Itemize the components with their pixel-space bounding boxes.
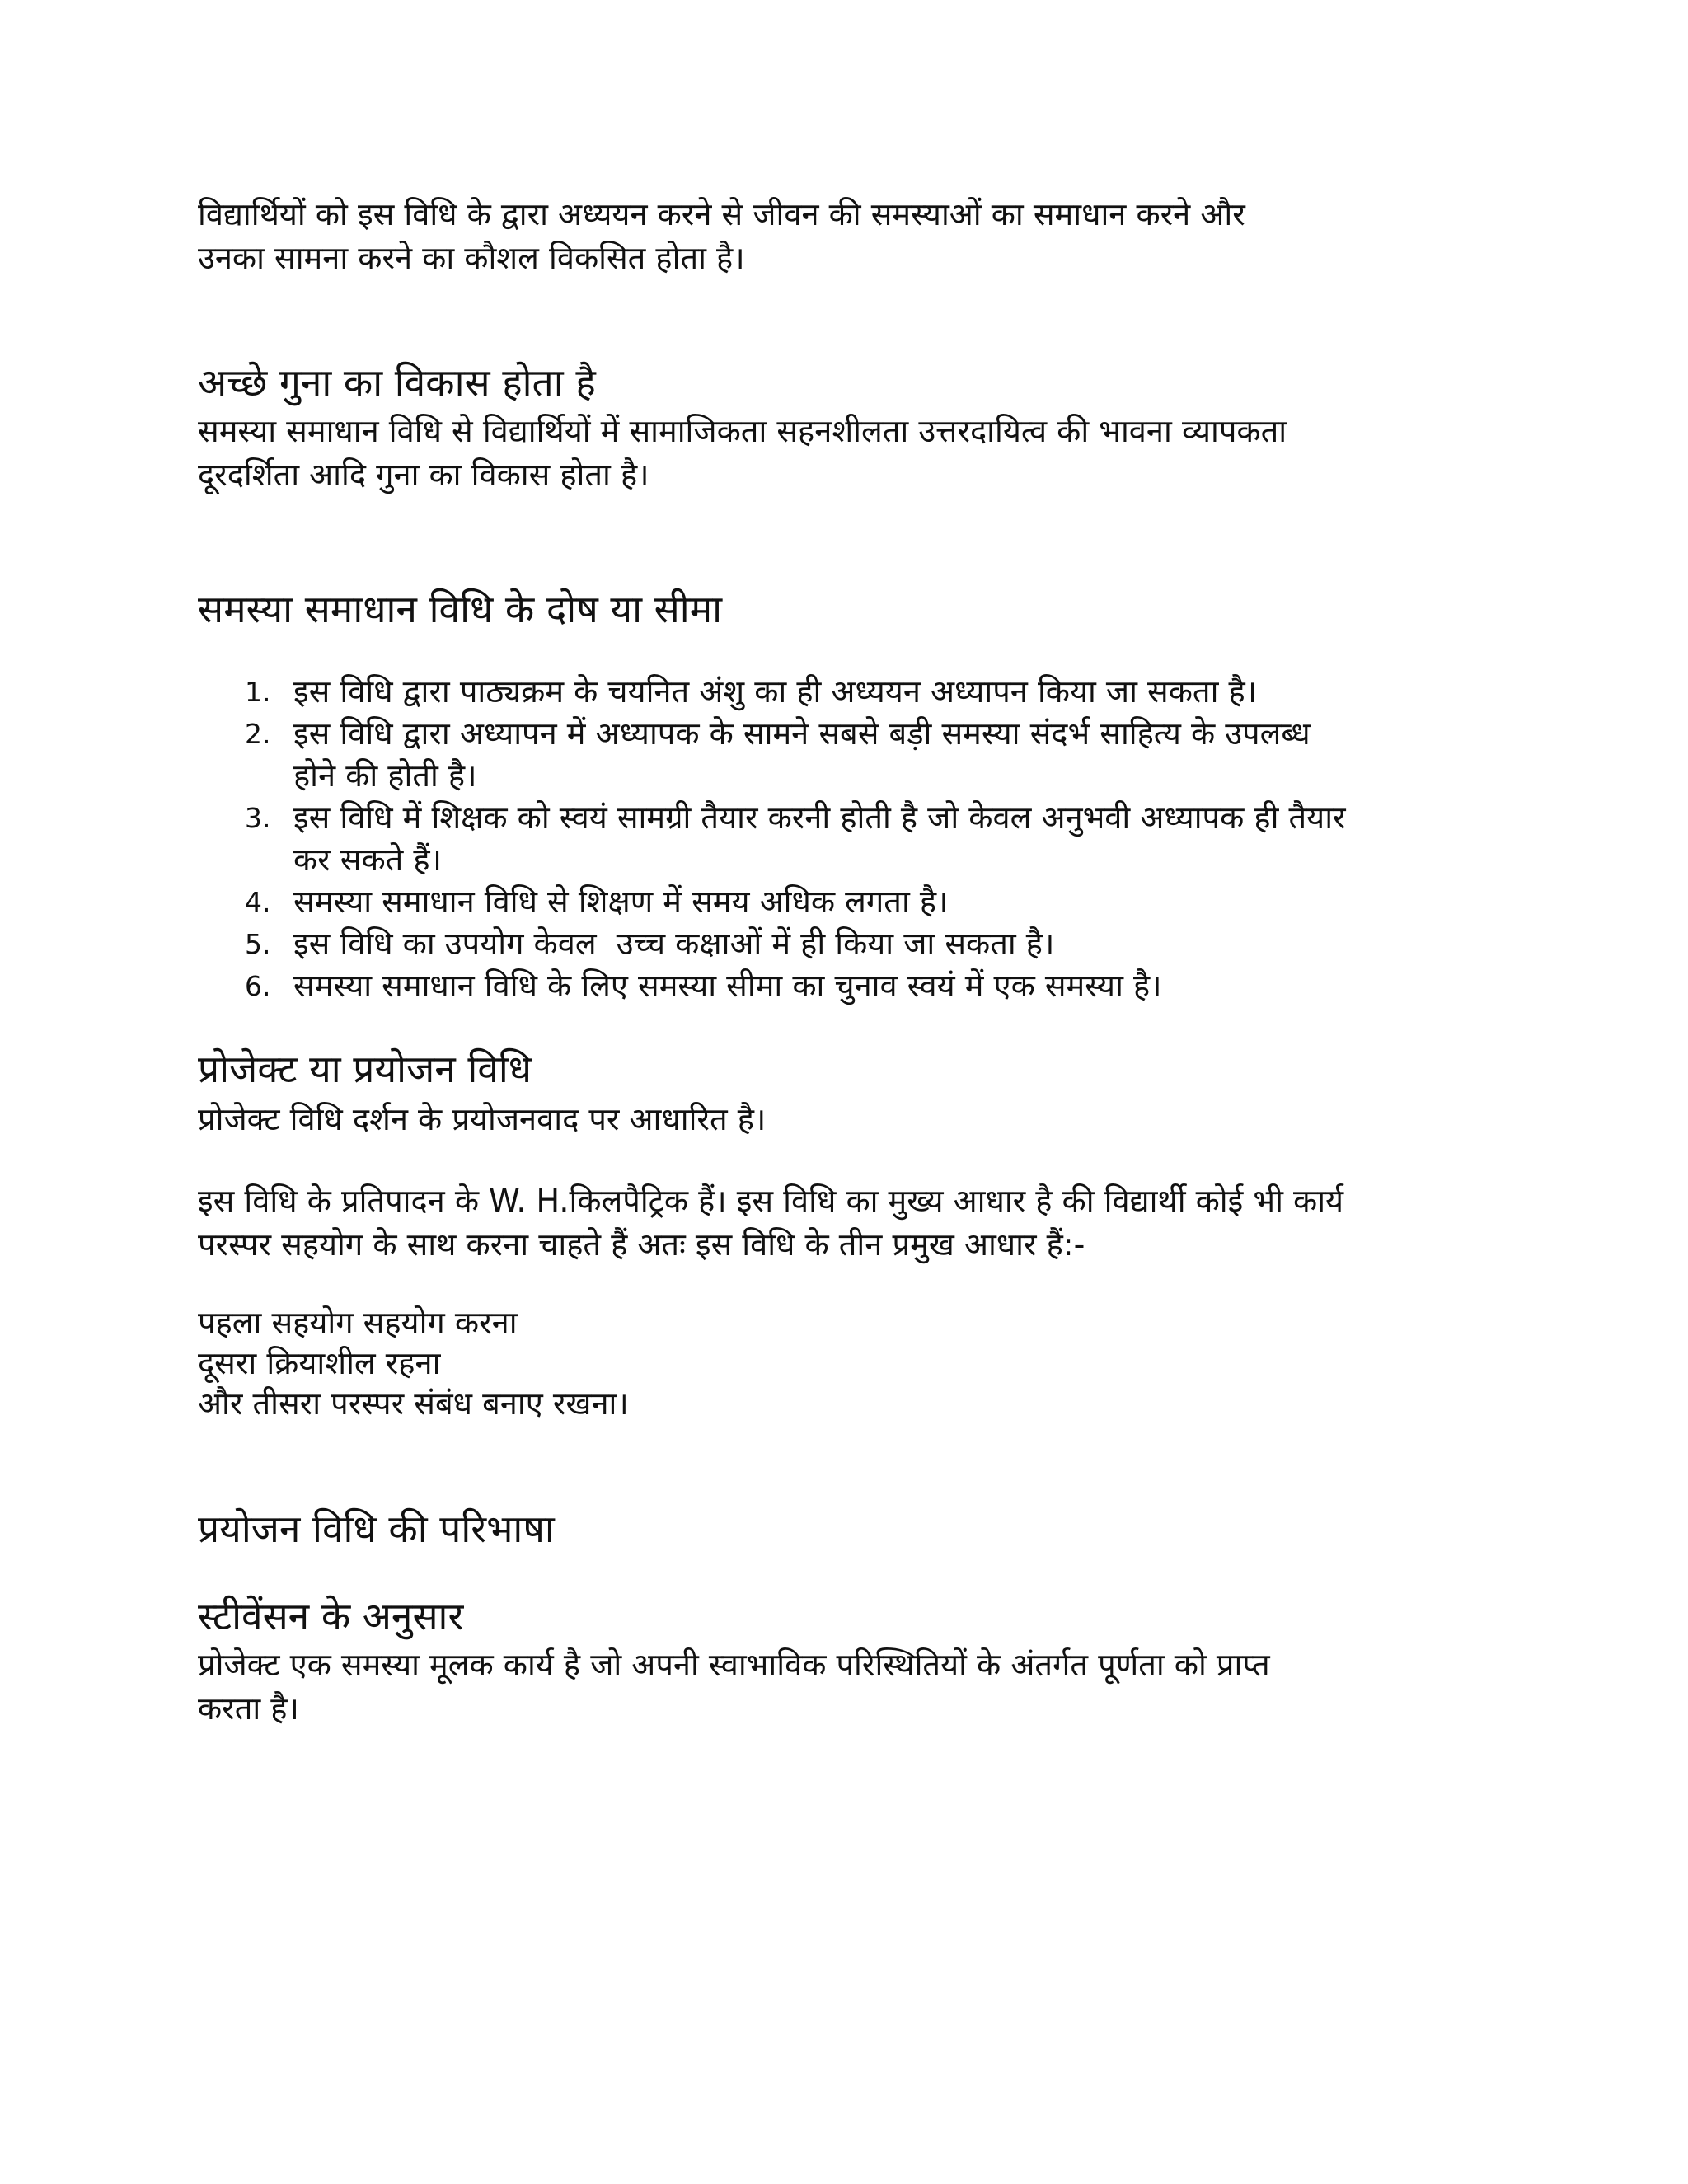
stevenson-line: करता है। <box>198 1690 299 1727</box>
project-bases <box>198 1303 1500 1424</box>
heading-good-qualities: अच्छे गुना का विकास होता है <box>198 360 596 405</box>
list-item-text: इस विधि द्वारा अध्यापन में अध्यापक के सामने सबसे बड़ी समस्या संदर्भ साहित्य के उपलब्ध <box>293 715 1311 752</box>
list-number: 4. <box>245 886 271 918</box>
list-number: 5. <box>245 928 271 960</box>
list-item-text: समस्या समाधान विधि के लिए समस्या सीमा का चुनाव स्वयं में एक समस्या है। <box>293 968 1162 1004</box>
list-item-text: इस विधि का उपयोग केवल उच्च कक्षाओं में ही किया जा सकता है। <box>293 926 1055 962</box>
stevenson-paragraph <box>198 1643 1500 1731</box>
good-qualities-line: दूरदर्शिता आदि गुना का विकास होता है। <box>198 457 649 493</box>
heading-stevenson: स्टीवेंसन के अनुसार <box>198 1594 464 1638</box>
document-page <box>198 190 1500 1731</box>
list-item <box>198 881 1500 923</box>
list-item <box>198 923 1500 965</box>
list-number: 2. <box>245 718 271 750</box>
stevenson-line: प्रोजेक्ट एक समस्या मूलक कार्य है जो अपनी स्वाभाविक परिस्थितियों के अंतर्गत पूर्णता को प्राप्त <box>198 1647 1270 1683</box>
project-paragraph-1 <box>198 1098 1500 1141</box>
limitations-list <box>198 671 1500 1007</box>
intro-paragraph <box>198 193 1500 280</box>
project-line: परस्पर सहयोग के साथ करना चाहते हैं अतः इस विधि के तीन प्रमुख आधार हैं:- <box>198 1226 1085 1263</box>
project-base-line: और तीसरा परस्पर संबंध बनाए रखना। <box>198 1385 629 1422</box>
project-base-line: पहला सहयोग सहयोग करना <box>198 1305 518 1341</box>
good-qualities-paragraph <box>198 410 1500 497</box>
heading-definition: प्रयोजन विधि की परिभाषा <box>198 1507 555 1551</box>
list-item-text: समस्या समाधान विधि से शिक्षण में समय अधिक लगता है। <box>293 883 949 920</box>
list-number: 6. <box>245 970 271 1002</box>
good-qualities-line: समस्या समाधान विधि से विद्यार्थियों में सामाजिकता सहनशीलता उत्तरदायित्व की भावना व्यापकता <box>198 413 1287 449</box>
list-item <box>198 671 1500 713</box>
list-item-text: इस विधि में शिक्षक को स्वयं सामग्री तैयार करनी होती है जो केवल अनुभवी अध्यापक ही तैयार <box>293 799 1346 836</box>
list-item <box>198 713 1500 797</box>
project-base-line: दूसरा क्रियाशील रहना <box>198 1345 441 1381</box>
list-item-text: होने की होती है। <box>293 757 477 794</box>
list-item-text: इस विधि द्वारा पाठ्यक्रम के चयनित अंशु का ही अध्ययन अध्यापन किया जा सकता है। <box>293 673 1258 710</box>
intro-line: उनका सामना करने का कौशल विकसित होता है। <box>198 240 745 276</box>
project-paragraph-2 <box>198 1179 1500 1267</box>
list-item <box>198 797 1500 881</box>
list-number: 3. <box>245 802 271 834</box>
list-item-text: कर सकते हैं। <box>293 841 442 878</box>
project-line: प्रोजेक्ट विधि दर्शन के प्रयोजनवाद पर आधारित है। <box>198 1101 767 1137</box>
list-number: 1. <box>245 676 271 708</box>
heading-limitations: समस्या समाधान विधि के दोष या सीमा <box>198 587 723 631</box>
list-item <box>198 965 1500 1007</box>
project-line: इस विधि के प्रतिपादन के W. H.किलपैट्रिक हैं। इस विधि का मुख्य आधार है की विद्यार्थी कोई भी कार्य <box>198 1183 1344 1219</box>
heading-project-method: प्रोजेक्ट या प्रयोजन विधि <box>198 1047 532 1091</box>
intro-line: विद्यार्थियों को इस विधि के द्वारा अध्ययन करने से जीवन की समस्याओं का समाधान करने और <box>198 196 1245 232</box>
